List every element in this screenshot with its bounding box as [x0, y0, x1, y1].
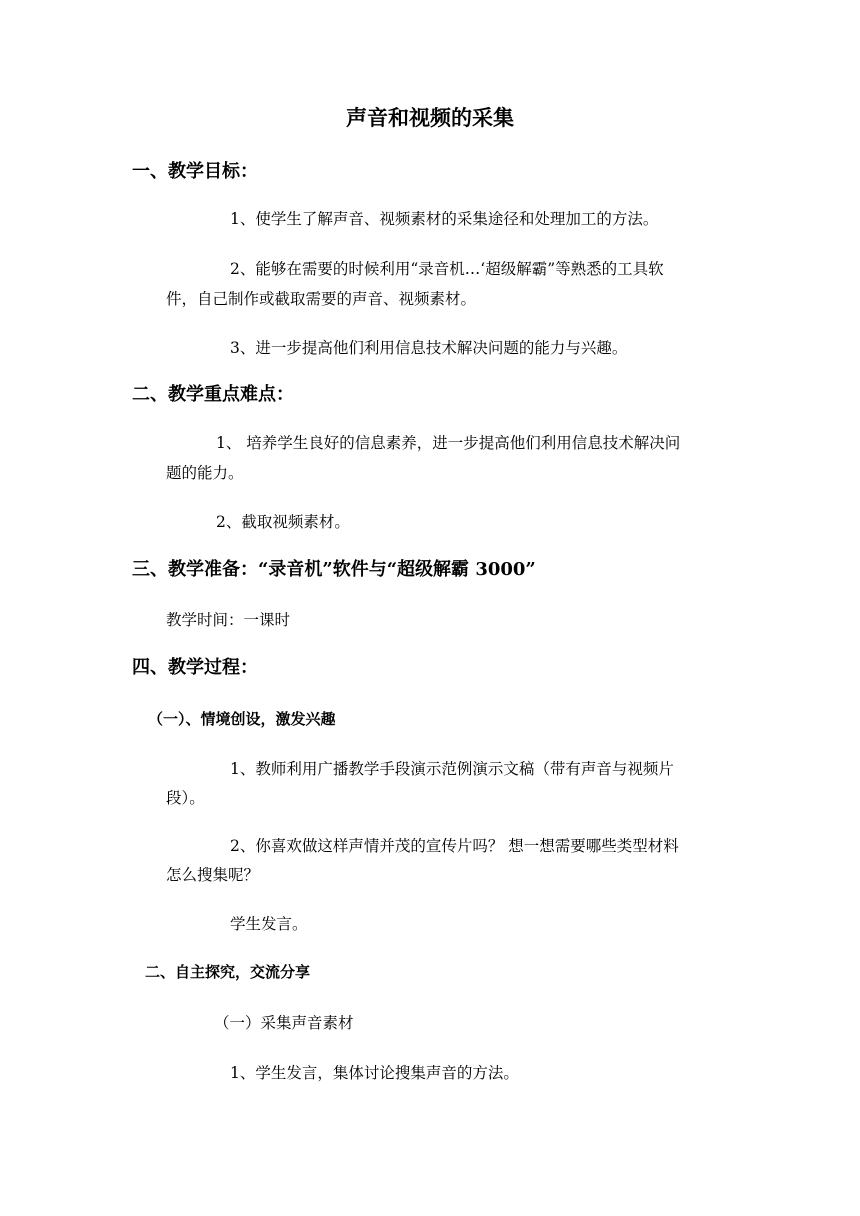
scenario-item-3: 学生发言。: [230, 915, 308, 933]
objective-item-2-line-1: 2、能够在需要的时候利用“录音机…‘超级解霸”等熟悉的工具软: [230, 260, 664, 278]
key-point-item-2: 2、截取视频素材。: [216, 513, 350, 531]
objective-item-3: 3、进一步提高他们利用信息技术解决问题的能力与兴趣。: [230, 339, 628, 357]
subsection-heading-exploration: 二、自主探究，交流分享: [145, 963, 311, 981]
section-heading-preparation: 三、教学准备：“录音机”软件与“超级解霸 3000”: [132, 559, 536, 580]
scenario-item-1-line-1: 1、教师利用广播教学手段演示范例演示文稿（带有声音与视频片: [230, 760, 674, 778]
section-heading-objectives: 一、教学目标：: [132, 161, 258, 182]
exploration-item-1: （一）采集声音素材: [214, 1014, 354, 1032]
objective-item-1: 1、使学生了解声音、视频素材的采集途径和处理加工的方法。: [230, 210, 659, 228]
objective-item-2-line-2: 件，自己制作或截取需要的声音、视频素材。: [166, 290, 477, 308]
scenario-item-2-line-2: 怎么搜集呢？: [166, 866, 260, 884]
scenario-item-2-line-1: 2、你喜欢做这样声情并茂的宣传片吗？ 想一想需要哪些类型材料: [230, 837, 679, 855]
section-heading-key-points: 二、教学重点难点：: [132, 384, 294, 405]
exploration-item-2: 1、学生发言，集体讨论搜集声音的方法。: [230, 1064, 519, 1082]
key-point-item-1-line-2: 题的能力。: [166, 464, 244, 482]
subsection-heading-scenario: （一）、情境创设，激发兴趣: [148, 710, 336, 728]
scenario-item-1-line-2: 段）。: [166, 789, 205, 807]
document-title: 声音和视频的采集: [346, 105, 514, 130]
lesson-time: 教学时间：一课时: [166, 611, 291, 629]
key-point-item-1-line-1: 1、 培养学生良好的信息素养，进一步提高他们利用信息技术解决问: [216, 434, 681, 452]
section-heading-process: 四、教学过程：: [132, 657, 258, 678]
